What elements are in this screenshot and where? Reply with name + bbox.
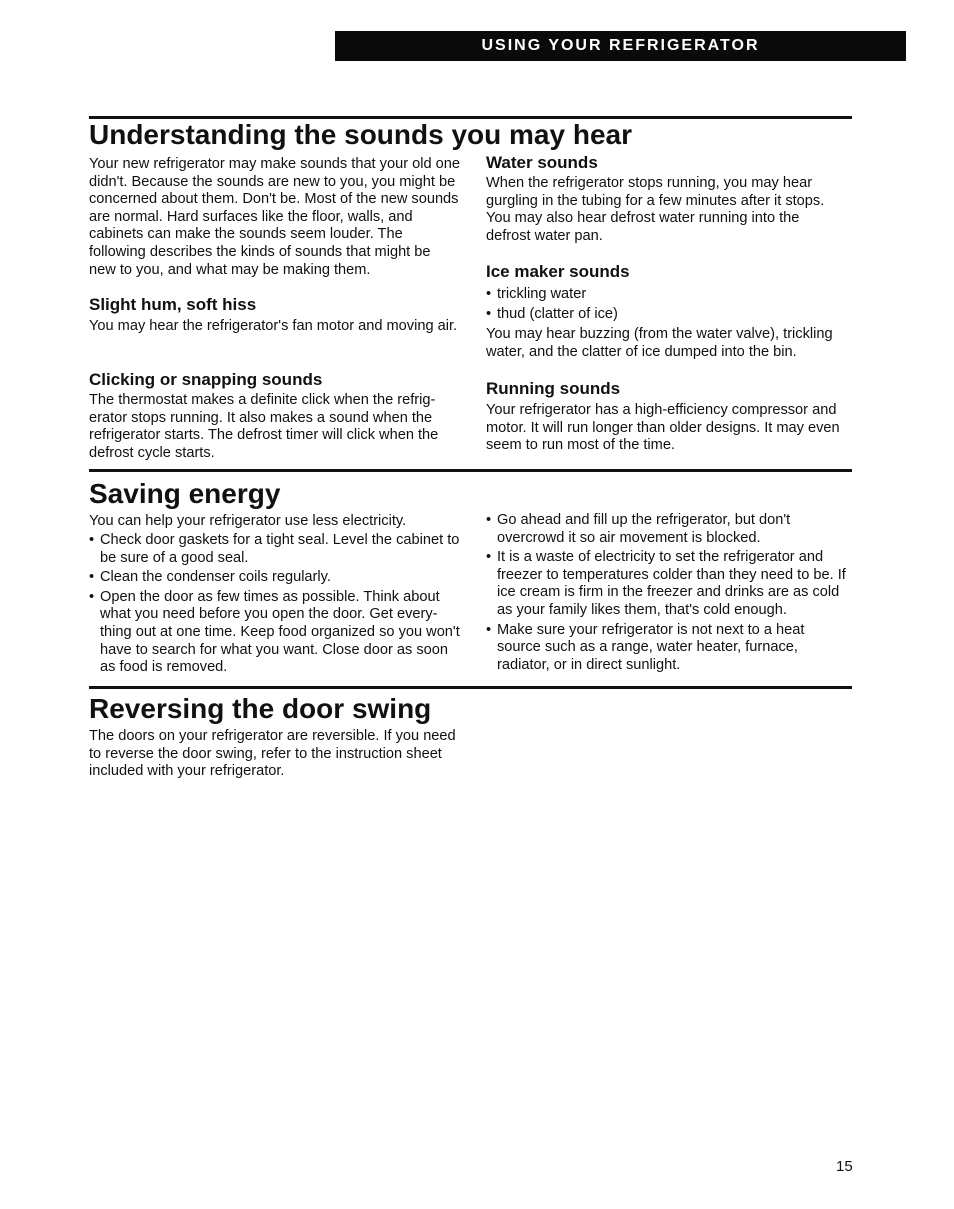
energy-right-list xyxy=(486,512,848,676)
water-heading: Water sounds xyxy=(486,153,598,172)
list-item-text: Check door gaskets for a tight seal. Level the cabinet to be sure of a good seal. xyxy=(100,532,460,566)
list-item xyxy=(89,532,461,567)
ice-maker-heading: Ice maker sounds xyxy=(486,262,630,281)
list-item xyxy=(486,286,848,304)
hum-text: You may hear the refrigerator's fan motor and moving air. xyxy=(89,318,458,334)
running-heading: Running sounds xyxy=(486,379,621,398)
section-divider xyxy=(89,469,852,472)
clicking-heading: Clicking or snapping sounds xyxy=(89,370,323,389)
section-banner: USING YOUR REFRIGERATOR xyxy=(335,31,906,61)
list-item-text: Open the door as few times as possible. Think about what you need before you open the door. Get every-thing out at one time. Keep food organized so you won't have to search for what you want. Close door as soon as food is removed. xyxy=(100,588,460,676)
list-item-text: Make sure your refrigerator is not next to a heat source such as a range, water heater, furnace, radiator, or in direct sunlight. xyxy=(497,621,805,673)
list-item xyxy=(486,622,848,675)
running-text: Your refrigerator has a high-efficiency compressor and motor. It will run longer than older designs. It may even seem to run most of the time. xyxy=(486,402,840,454)
energy-intro: You can help your refrigerator use less electricity. xyxy=(89,513,407,529)
energy-left-list xyxy=(89,532,461,679)
door-title: Reversing the door swing xyxy=(89,693,432,724)
bullet-icon: • xyxy=(486,286,492,302)
bullet-icon: • xyxy=(89,569,95,586)
energy-title: Saving energy xyxy=(89,478,281,509)
sounds-title: Understanding the sounds you may hear xyxy=(89,119,632,150)
list-item-text: trickling water xyxy=(497,286,587,302)
hum-heading: Slight hum, soft hiss xyxy=(89,295,257,314)
sounds-intro: Your new refrigerator may make sounds that your old one didn't. Because the sounds are new to you, you might be concerned about them. Don't be. Most of the new sounds are normal. Hard surfaces like the floor, walls, and cabinets can make the sounds seem louder. The following describes the kinds of sounds that might be new to you, and what may be making them. xyxy=(89,156,460,278)
clicking-text: The thermostat makes a definite click when the refrig-erator stops running. It also makes a sound when the refrigerator starts. The defrost timer will click when the defrost cycle starts. xyxy=(89,392,439,461)
list-item xyxy=(486,549,848,619)
list-item-text: It is a waste of electricity to set the refrigerator and freezer to temperatures colder than they need to be. If ice cream is firm in the freezer and drinks are as cold as your family likes them, that's cold enough. xyxy=(497,549,846,618)
list-item xyxy=(89,569,461,587)
list-item-text: Clean the condenser coils regularly. xyxy=(100,569,331,586)
ice-maker-list xyxy=(486,286,848,325)
page-number: 15 xyxy=(836,1158,853,1175)
list-item xyxy=(89,589,461,677)
bullet-icon: • xyxy=(486,512,492,528)
list-item-text: Go ahead and fill up the refrigerator, but don't overcrowd it so air movement is blocked. xyxy=(497,512,791,546)
bullet-icon: • xyxy=(89,532,95,548)
bullet-icon: • xyxy=(486,621,492,638)
list-item xyxy=(486,512,848,547)
list-item xyxy=(486,306,848,324)
ice-maker-text: You may hear buzzing (from the water valve), trickling water, and the clatter of ice dumped into the bin. xyxy=(486,326,833,360)
door-text: The doors on your refrigerator are reversible. If you need to reverse the door swing, refer to the instruction sheet included with your refrigerator. xyxy=(89,728,456,780)
list-item-text: thud (clatter of ice) xyxy=(497,305,618,322)
bullet-icon: • xyxy=(89,588,95,605)
bullet-icon: • xyxy=(486,305,492,322)
bullet-icon: • xyxy=(486,549,492,566)
water-text: When the refrigerator stops running, you may hear gurgling in the tubing for a few minutes after it stops. You may also hear defrost water running into the defrost water pan. xyxy=(486,175,825,244)
section-divider xyxy=(89,686,852,689)
